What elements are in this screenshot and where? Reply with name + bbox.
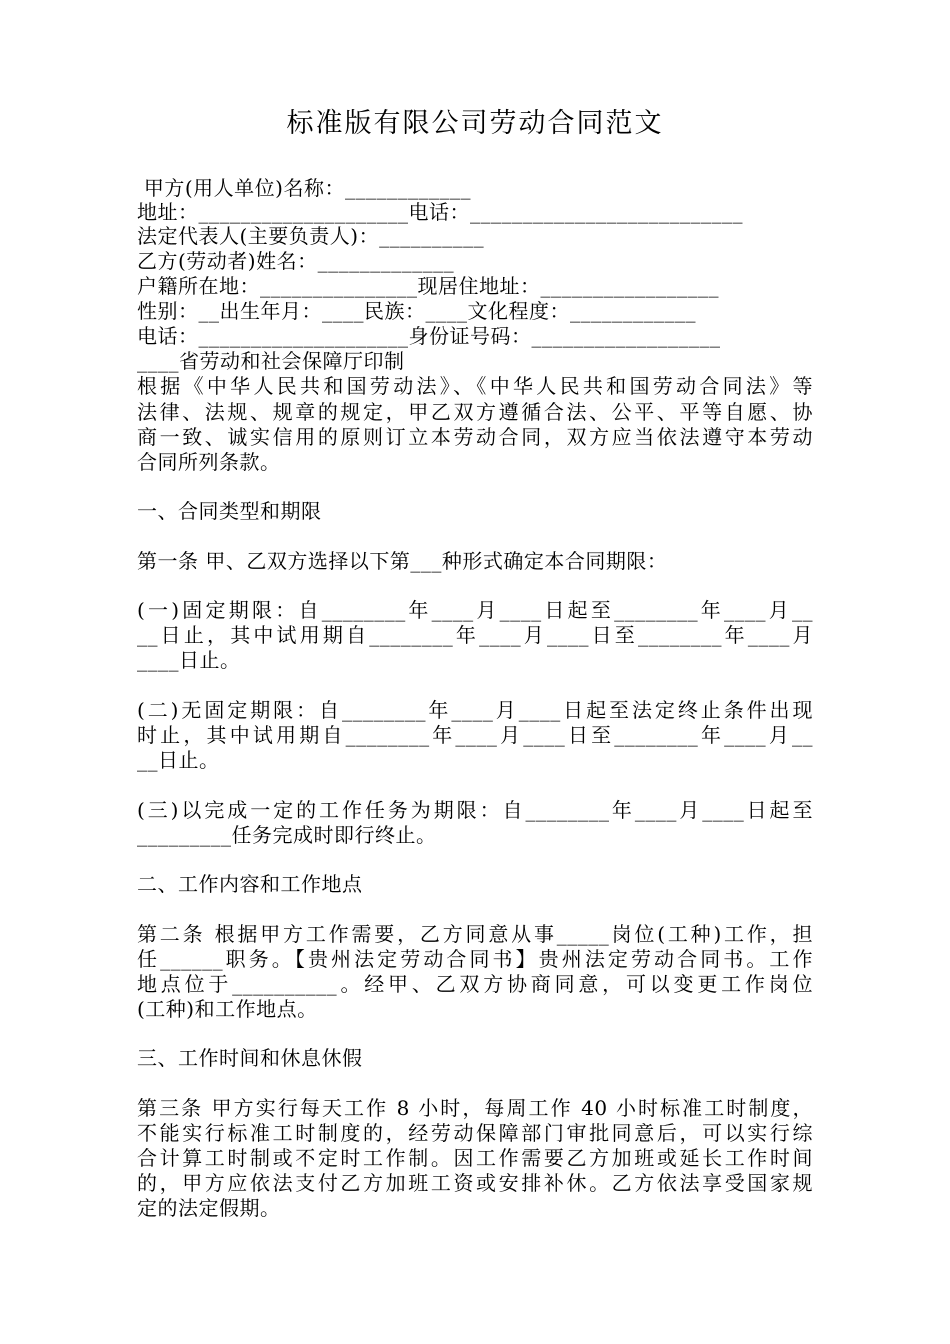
term-option-line: __日止。 <box>137 748 220 772</box>
phone-id-line: 电话：____________________身份证号码：__________________ <box>137 324 721 348</box>
section-heading: 三、工作时间和休息休假 <box>137 1046 363 1070</box>
personal-info-line: 性别：__出生年月：____民族：____文化程度：____________ <box>137 299 696 323</box>
section-heading: 一、合同类型和期限 <box>137 499 322 523</box>
article-line: 定的法定假期。 <box>137 1196 281 1220</box>
article-line: 第一条 甲、乙双方选择以下第___种形式确定本合同期限： <box>137 549 668 573</box>
preamble-line: 合同所列条款。 <box>137 450 281 474</box>
term-option-line: (三)以完成一定的工作任务为期限：自________年____月____日起至 <box>137 798 813 822</box>
article-line: 第二条 根据甲方工作需要，乙方同意从事_____岗位(工种)工作，担 <box>137 922 813 946</box>
article-line: 的，甲方应依法支付乙方加班工资或安排补休。乙方依法享受国家规 <box>137 1171 813 1195</box>
party-b-name-line: 乙方(劳动者)姓名：_____________ <box>137 249 455 273</box>
article-line: 不能实行标准工时制度的，经劳动保障部门审批同意后，可以实行综 <box>137 1121 813 1145</box>
term-option-line: 时止，其中试用期自________年____月____日至________年____月__ <box>137 723 813 747</box>
article-line: 合计算工时制或不定时工作制。因工作需要乙方加班或延长工作时间 <box>137 1146 813 1170</box>
term-option-line: ____日止。 <box>137 648 241 672</box>
legal-rep-line: 法定代表人(主要负责人)：__________ <box>137 224 485 248</box>
household-line: 户籍所在地：_______________现居住地址：_________________ <box>137 274 719 298</box>
preamble-line: 商一致、诚实信用的原则订立本劳动合同，双方应当依法遵守本劳动 <box>137 425 813 449</box>
document-title: 标准版有限公司劳动合同范文 <box>286 108 664 139</box>
printer-line: ____省劳动和社会保障厅印制 <box>137 349 405 373</box>
party-a-name-line: 甲方(用人单位)名称：____________ <box>137 176 471 200</box>
term-option-line: (一)固定期限：自________年____月____日起至________年____月__ <box>137 598 813 622</box>
term-option-line: __日止，其中试用期自________年____月____日至________年____月 <box>137 623 813 647</box>
article-line: (工种)和工作地点。 <box>137 997 318 1021</box>
preamble-line: 法律、法规、规章的规定，甲乙双方遵循合法、公平、平等自愿、协 <box>137 400 813 424</box>
article-line: 第三条 甲方实行每天工作 8 小时，每周工作 40 小时标准工时制度， <box>137 1096 813 1120</box>
preamble-line: 根据《中华人民共和国劳动法》、《中华人民共和国劳动合同法》等 <box>137 374 813 398</box>
section-heading: 二、工作内容和工作地点 <box>137 872 363 896</box>
article-line: 地点位于__________。经甲、乙双方协商同意，可以变更工作岗位 <box>137 972 813 996</box>
article-line: 任______职务。【贵州法定劳动合同书】贵州法定劳动合同书。工作 <box>137 947 813 971</box>
address-phone-line: 地址：____________________电话：__________________________ <box>137 200 743 224</box>
term-option-line: (二)无固定期限：自________年____月____日起至法定终止条件出现 <box>137 698 813 722</box>
term-option-line: _________任务完成时即行终止。 <box>137 823 437 847</box>
